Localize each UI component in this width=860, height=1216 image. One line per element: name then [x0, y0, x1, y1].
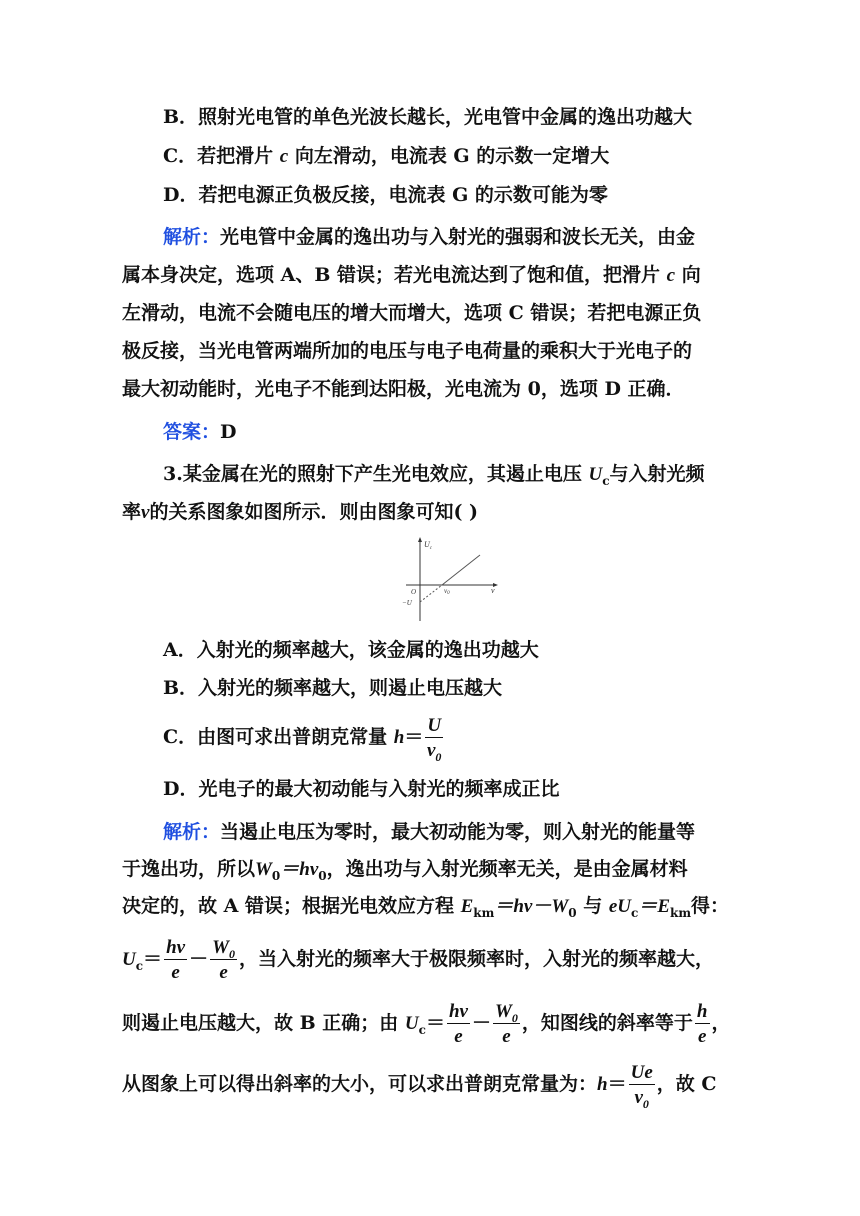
- analysis-line-1: 解析：光电管中金属的逸出功与入射光的强弱和波长无关，由金: [163, 226, 696, 248]
- fraction-hv-over-e-2: $\frac{h\nu}{e}$: [448, 1001, 468, 1047]
- option-d-text: D．若把电源正负极反接，电流表 G 的示数可能为零: [163, 184, 608, 206]
- fraction-h-over-e: $\frac{h}{e}$: [696, 1001, 708, 1047]
- graph-line-solid: [442, 555, 480, 585]
- x-axis-label: ν: [491, 586, 495, 595]
- question-3-stem-2: 率ν的关系图象如图所示．则由图象可知( ): [122, 501, 479, 523]
- q3-option-b: B．入射光的频率越大，则遏止电压越大: [163, 677, 503, 699]
- fraction-hv-over-e: $\frac{h\nu}{e}$: [166, 937, 186, 983]
- neg-u-label: −U: [402, 599, 412, 607]
- analysis2-line-2: 于逸出功，所以$W_0=h\nu_0$，逸出功与入射光频率无关，是由金属材料: [122, 858, 688, 883]
- analysis-line-3: 左滑动，电流不会随电压的增大而增大，选项 C 错误；若把电源正负: [122, 302, 702, 324]
- analysis2-line-4: $U_c=$ $\frac{h\nu}{e}$ － $\frac{W_0}{e}$ ，当入射光的频率大于极限频率时，入射光的频率越大，: [122, 937, 714, 983]
- answer-line: [163, 423, 237, 442]
- q3-option-a: A．入射光的频率越大，该金属的逸出功越大: [163, 639, 539, 661]
- option-b-text: B．照射光电管的单色光波长越长，光电管中金属的逸出功越大: [163, 106, 693, 128]
- uc-vs-frequency-graph: [398, 535, 508, 623]
- option-c-text: C．若把滑片 c 向左滑动，电流表 G 的示数一定增大: [163, 145, 610, 167]
- answer-value: D: [220, 421, 237, 443]
- analysis-line-5: 最大初动能时，光电子不能到达阳极，光电流为 0，选项 D 正确．: [122, 378, 685, 400]
- nu0-label: ν0: [444, 587, 450, 596]
- analysis-line-2: 属本身决定，选项 A、B 错误；若光电流达到了饱和值，把滑片 c 向: [122, 264, 701, 286]
- analysis2-line-3: 决定的，故 A 错误；根据光电效应方程 $E_{km}=h\nu-W_0$ 与 $eU_c=E_{km}$得：: [122, 895, 730, 920]
- fraction-ue-over-nu0: $\frac{Ue}{\nu_0}$: [630, 1062, 653, 1111]
- question-3-stem-1: 3.某金属在光的照射下产生光电效应，其遏止电压 $U_c$与入射光频: [163, 463, 705, 488]
- origin-label: O: [411, 588, 417, 596]
- analysis-line-4: 极反接，当光电管两端所加的电压与电子电荷量的乘积大于光电子的: [122, 340, 693, 362]
- fraction-w0-over-e-2: $\frac{W_0}{e}$: [495, 1001, 518, 1047]
- analysis2-line-6: 从图象上可以得出斜率的大小，可以求出普朗克常量为：h＝ $\frac{Ue}{\nu_0}$ ，故 C: [122, 1062, 717, 1111]
- analysis-label: 解析：: [163, 226, 221, 248]
- fraction-u-over-nu0: $\frac{U}{\nu_0}$: [426, 715, 442, 764]
- q3-option-c: C．由图可求出普朗克常量 h＝ $\frac{U}{\nu_0}$: [163, 715, 442, 764]
- analysis2-label: 解析：: [163, 821, 221, 843]
- analysis2-line-5: 则遏止电压越大，故 B 正确；由 $U_c=$ $\frac{h\nu}{e}$ － $\frac{W_0}{e}$ ，知图线的斜率等于 $\frac{h}{e}$ ，: [122, 1001, 731, 1047]
- y-axis-arrow: [418, 537, 422, 542]
- graph-line-dashed: [420, 585, 442, 602]
- answer-label: 答案：: [163, 421, 221, 443]
- fraction-w0-over-e: $\frac{W_0}{e}$: [212, 937, 235, 983]
- analysis2-line-1: 解析：当遏止电压为零时，最大初动能为零，则入射光的能量等: [163, 821, 696, 843]
- y-axis-label: $U_c$: [424, 540, 433, 551]
- q3-option-d: D．光电子的最大初动能与入射光的频率成正比: [163, 778, 560, 800]
